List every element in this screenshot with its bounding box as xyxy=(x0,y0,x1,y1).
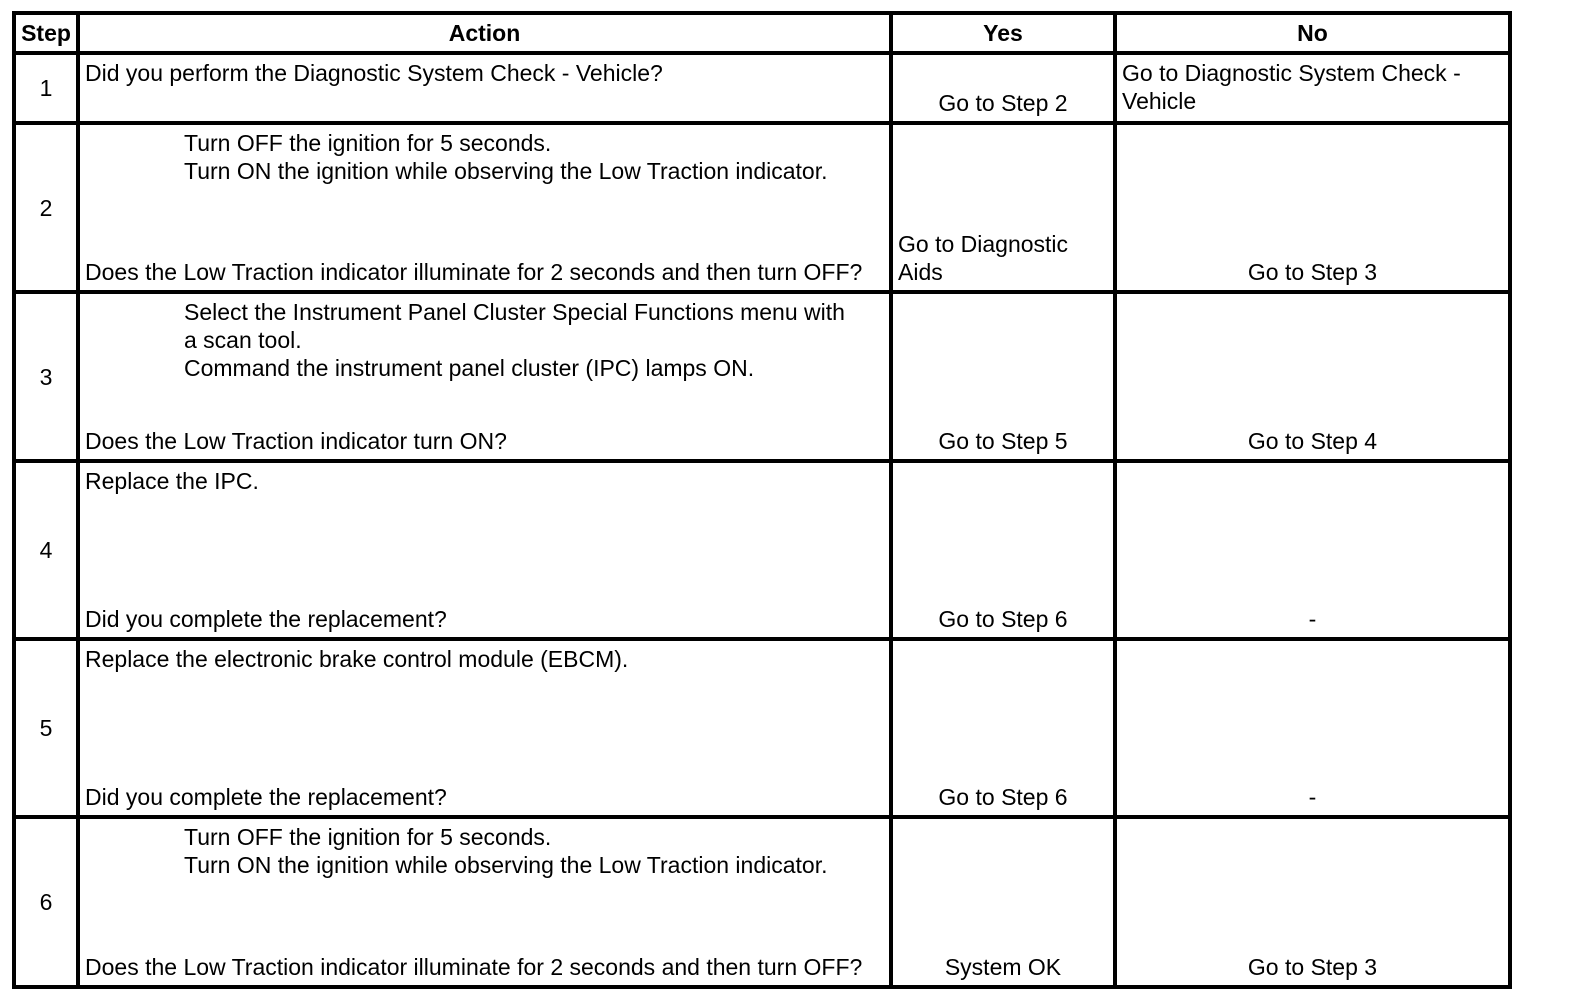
no-link[interactable]: Go to Step 3 xyxy=(1247,259,1378,285)
yes-cell xyxy=(891,639,1115,817)
step-number: 5 xyxy=(14,639,78,817)
yes-link[interactable]: Go to Step 2 xyxy=(938,90,1068,116)
step-number: 2 xyxy=(14,123,78,292)
table-row xyxy=(14,461,1510,639)
no-value: - xyxy=(1308,606,1317,632)
table-row xyxy=(14,817,1510,987)
table-row xyxy=(14,53,1510,123)
table-row xyxy=(14,639,1510,817)
no-cell xyxy=(1115,639,1510,817)
instruction: Turn ON the ignition while observing the Low Traction indicator. xyxy=(184,158,828,184)
action-cell xyxy=(78,461,891,639)
instruction: Command the instrument panel cluster (IPC) lamps ON. xyxy=(184,355,755,381)
no-value: - xyxy=(1308,784,1317,810)
yes-cell xyxy=(891,461,1115,639)
header-no: No xyxy=(1115,13,1510,53)
no-link[interactable]: Go to Step 3 xyxy=(1247,954,1378,980)
action-question: Does the Low Traction indicator illuminate for 2 seconds and then turn OFF? xyxy=(85,259,863,285)
yes-link[interactable]: Go to Step 5 xyxy=(938,428,1068,454)
instruction: Select the Instrument Panel Cluster Special Functions menu with a scan tool. xyxy=(184,299,845,353)
no-cell xyxy=(1115,53,1510,123)
no-link[interactable]: Go to Diagnostic System Check - Vehicle xyxy=(1122,60,1461,114)
action-question: Does the Low Traction indicator turn ON? xyxy=(85,428,507,454)
action-question: Did you complete the replacement? xyxy=(85,784,447,810)
yes-cell xyxy=(891,123,1115,292)
yes-link[interactable]: Go to Diagnostic Aids xyxy=(898,231,1069,285)
action-question: Does the Low Traction indicator illuminate for 2 seconds and then turn OFF? xyxy=(85,954,863,980)
step-number: 6 xyxy=(14,817,78,987)
yes-value: System OK xyxy=(944,954,1062,980)
step-number: 3 xyxy=(14,292,78,461)
no-cell xyxy=(1115,123,1510,292)
instruction: Replace the electronic brake control module (EBCM). xyxy=(85,646,629,672)
action-cell xyxy=(78,639,891,817)
instruction: Replace the IPC. xyxy=(85,468,259,494)
action-question: Did you perform the Diagnostic System Check - Vehicle? xyxy=(85,60,663,86)
table-row xyxy=(14,123,1510,292)
yes-cell xyxy=(891,292,1115,461)
no-cell xyxy=(1115,817,1510,987)
no-cell xyxy=(1115,292,1510,461)
yes-link[interactable]: Go to Step 6 xyxy=(938,784,1068,810)
instruction: Turn ON the ignition while observing the Low Traction indicator. xyxy=(184,852,828,878)
no-cell xyxy=(1115,461,1510,639)
yes-cell xyxy=(891,817,1115,987)
table-row xyxy=(14,292,1510,461)
action-cell xyxy=(78,123,891,292)
diagnostic-table xyxy=(12,11,1512,989)
step-number: 1 xyxy=(14,53,78,123)
action-cell xyxy=(78,53,891,123)
no-link[interactable]: Go to Step 4 xyxy=(1247,428,1378,454)
yes-link[interactable]: Go to Step 6 xyxy=(938,606,1068,632)
action-cell xyxy=(78,292,891,461)
step-number: 4 xyxy=(14,461,78,639)
instruction: Turn OFF the ignition for 5 seconds. xyxy=(184,824,552,850)
header-row xyxy=(14,13,1510,53)
header-step: Step xyxy=(14,13,78,53)
action-cell xyxy=(78,817,891,987)
instruction: Turn OFF the ignition for 5 seconds. xyxy=(184,130,552,156)
yes-cell xyxy=(891,53,1115,123)
header-yes: Yes xyxy=(891,13,1115,53)
header-action: Action xyxy=(78,13,891,53)
action-question: Did you complete the replacement? xyxy=(85,606,447,632)
